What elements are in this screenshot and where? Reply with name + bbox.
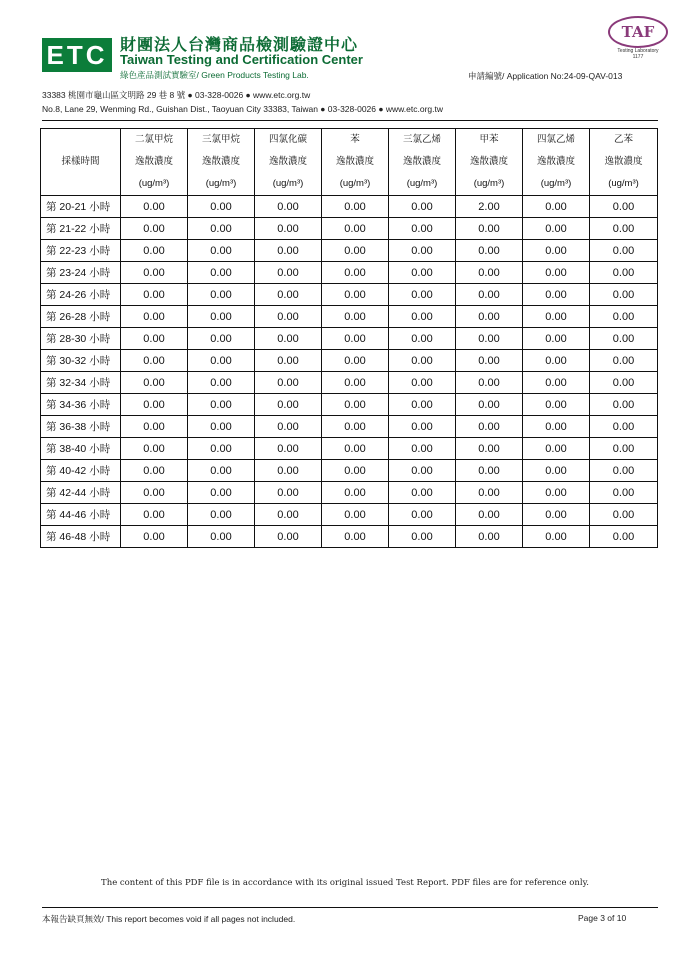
value-cell: 0.00: [188, 284, 255, 306]
value-cell: 0.00: [121, 416, 188, 438]
value-cell: 0.00: [322, 240, 389, 262]
value-cell: 0.00: [523, 284, 590, 306]
value-cell: 0.00: [188, 526, 255, 548]
value-cell: 0.00: [590, 284, 658, 306]
table-row: [41, 482, 658, 504]
table-row: [41, 218, 658, 240]
value-cell: 0.00: [523, 526, 590, 548]
value-cell: 0.00: [590, 372, 658, 394]
value-cell: 0.00: [121, 196, 188, 218]
value-cell: 0.00: [456, 328, 523, 350]
value-cell: 0.00: [188, 460, 255, 482]
row-time-cell: 第 21-22 小時: [41, 218, 121, 240]
header-line: (ug/m³): [339, 178, 371, 189]
value-cell: 0.00: [590, 196, 658, 218]
header-line: 逸散濃度: [201, 156, 240, 167]
value-cell: 0.00: [389, 218, 456, 240]
value-cell: 0.00: [523, 328, 590, 350]
value-cell: 0.00: [523, 218, 590, 240]
etc-logo: ETC: [42, 38, 112, 72]
taf-mark: TAF: [608, 16, 668, 48]
value-cell: 0.00: [188, 394, 255, 416]
column-header: [255, 129, 322, 196]
value-cell: 0.00: [389, 504, 456, 526]
table-row: [41, 416, 658, 438]
row-time-cell: 第 24-26 小時: [41, 284, 121, 306]
value-cell: 0.00: [456, 306, 523, 328]
header-line: 逸散濃度: [469, 156, 508, 167]
value-cell: 0.00: [456, 240, 523, 262]
value-cell: 0.00: [523, 306, 590, 328]
void-notice: 本報告缺頁無效/ This report becomes void if all pages not included.: [42, 914, 296, 924]
value-cell: 0.00: [255, 394, 322, 416]
header-line: 三氯乙烯: [402, 134, 441, 145]
value-cell: 0.00: [322, 328, 389, 350]
header-divider: [42, 120, 658, 121]
header-line: 逸散濃度: [134, 156, 173, 167]
value-cell: 0.00: [255, 218, 322, 240]
value-cell: 0.00: [121, 526, 188, 548]
row-time-cell: 第 44-46 小時: [41, 504, 121, 526]
table-row: [41, 328, 658, 350]
value-cell: 0.00: [255, 482, 322, 504]
value-cell: 0.00: [456, 482, 523, 504]
row-time-cell: 第 40-42 小時: [41, 460, 121, 482]
header-line: (ug/m³): [540, 178, 572, 189]
value-cell: 0.00: [590, 262, 658, 284]
value-cell: 0.00: [188, 372, 255, 394]
value-cell: 0.00: [255, 372, 322, 394]
page-number: Page 3 of 10: [578, 913, 627, 923]
lab-name: 綠色產品測試實驗室/ Green Products Testing Lab.: [120, 70, 309, 80]
value-cell: 0.00: [523, 504, 590, 526]
row-time-cell: 第 38-40 小時: [41, 438, 121, 460]
value-cell: 0.00: [188, 328, 255, 350]
header-line: (ug/m³): [608, 178, 639, 189]
table-row: [41, 306, 658, 328]
row-time-cell: 第 22-23 小時: [41, 240, 121, 262]
value-cell: 0.00: [188, 482, 255, 504]
value-cell: 0.00: [389, 328, 456, 350]
header-line: 逸散濃度: [604, 156, 643, 167]
value-cell: 0.00: [121, 460, 188, 482]
value-cell: 0.00: [389, 372, 456, 394]
column-header: [590, 129, 658, 196]
value-cell: 0.00: [188, 262, 255, 284]
value-cell: 0.00: [255, 196, 322, 218]
value-cell: 0.00: [590, 504, 658, 526]
header-line: 二氯甲烷: [134, 134, 173, 145]
table-row: [41, 196, 658, 218]
value-cell: 0.00: [523, 240, 590, 262]
value-cell: 0.00: [121, 240, 188, 262]
value-cell: 0.00: [255, 416, 322, 438]
value-cell: 0.00: [188, 504, 255, 526]
value-cell: 0.00: [188, 416, 255, 438]
table-header-row: [41, 129, 658, 196]
row-time-cell: 第 30-32 小時: [41, 350, 121, 372]
column-header-time: [41, 129, 121, 196]
value-cell: 0.00: [322, 306, 389, 328]
header-line: 四氯乙烯: [536, 134, 575, 145]
value-cell: 0.00: [456, 438, 523, 460]
table-row: [41, 504, 658, 526]
value-cell: 0.00: [188, 218, 255, 240]
value-cell: 0.00: [322, 460, 389, 482]
table-row: [41, 394, 658, 416]
value-cell: 0.00: [255, 284, 322, 306]
value-cell: 0.00: [322, 284, 389, 306]
value-cell: 0.00: [590, 306, 658, 328]
column-header: [523, 129, 590, 196]
value-cell: 0.00: [590, 218, 658, 240]
value-cell: 0.00: [389, 240, 456, 262]
value-cell: 0.00: [456, 372, 523, 394]
value-cell: 0.00: [456, 394, 523, 416]
value-cell: 0.00: [255, 262, 322, 284]
value-cell: 0.00: [322, 504, 389, 526]
value-cell: 0.00: [121, 306, 188, 328]
table-row: [41, 372, 658, 394]
value-cell: 0.00: [322, 482, 389, 504]
value-cell: 0.00: [456, 504, 523, 526]
value-cell: 0.00: [523, 394, 590, 416]
value-cell: 0.00: [121, 350, 188, 372]
value-cell: 0.00: [389, 394, 456, 416]
value-cell: 0.00: [389, 350, 456, 372]
value-cell: 0.00: [389, 526, 456, 548]
value-cell: 0.00: [255, 504, 322, 526]
value-cell: 0.00: [188, 438, 255, 460]
value-cell: 0.00: [389, 306, 456, 328]
value-cell: 0.00: [121, 482, 188, 504]
value-cell: 0.00: [523, 416, 590, 438]
value-cell: 0.00: [456, 218, 523, 240]
taf-subtitle: [608, 48, 668, 60]
value-cell: 0.00: [456, 284, 523, 306]
value-cell: 0.00: [322, 218, 389, 240]
value-cell: 0.00: [456, 350, 523, 372]
value-cell: 0.00: [188, 240, 255, 262]
value-cell: 0.00: [322, 196, 389, 218]
table-row: [41, 526, 658, 548]
value-cell: 0.00: [255, 306, 322, 328]
value-cell: 0.00: [523, 196, 590, 218]
value-cell: 0.00: [121, 284, 188, 306]
value-cell: 0.00: [389, 482, 456, 504]
value-cell: 0.00: [389, 196, 456, 218]
pdf-reference-note: The content of this PDF file is in accordance with its original issued Test Report. PDF files are for reference only.: [101, 878, 589, 888]
value-cell: 0.00: [523, 350, 590, 372]
header-line: (ug/m³): [138, 178, 170, 189]
value-cell: 0.00: [322, 350, 389, 372]
row-time-cell: 第 32-34 小時: [41, 372, 121, 394]
header-line: (ug/m³): [205, 178, 237, 189]
value-cell: 0.00: [456, 460, 523, 482]
value-cell: 0.00: [590, 328, 658, 350]
value-cell: 0.00: [255, 350, 322, 372]
value-cell: 0.00: [389, 438, 456, 460]
column-header: [456, 129, 523, 196]
column-header: [389, 129, 456, 196]
value-cell: 0.00: [456, 416, 523, 438]
header-line: 苯: [350, 134, 360, 145]
header-line: 三氯甲烷: [201, 134, 240, 145]
value-cell: 0.00: [188, 350, 255, 372]
value-cell: 0.00: [255, 328, 322, 350]
value-cell: 0.00: [389, 284, 456, 306]
org-name-english: Taiwan Testing and Certification Center: [120, 52, 363, 67]
value-cell: 0.00: [255, 526, 322, 548]
footer-divider: [42, 907, 658, 908]
org-name-chinese: 財團法人台灣商品檢測驗證中心: [120, 35, 359, 54]
row-time-cell: 第 26-28 小時: [41, 306, 121, 328]
value-cell: 0.00: [590, 438, 658, 460]
row-time-cell: 第 46-48 小時: [41, 526, 121, 548]
value-cell: 0.00: [590, 526, 658, 548]
value-cell: 0.00: [523, 372, 590, 394]
value-cell: 0.00: [456, 526, 523, 548]
header-line: 四氯化碳: [268, 134, 307, 145]
value-cell: 0.00: [389, 262, 456, 284]
table-row: [41, 262, 658, 284]
value-cell: 0.00: [322, 372, 389, 394]
table-row: [41, 284, 658, 306]
value-cell: 0.00: [523, 460, 590, 482]
value-cell: 0.00: [590, 350, 658, 372]
row-time-cell: 第 42-44 小時: [41, 482, 121, 504]
value-cell: 0.00: [389, 460, 456, 482]
value-cell: 2.00: [456, 196, 523, 218]
column-header: [322, 129, 389, 196]
value-cell: 0.00: [523, 262, 590, 284]
table-row: [41, 460, 658, 482]
table-body: [41, 196, 658, 548]
row-time-cell: 第 28-30 小時: [41, 328, 121, 350]
value-cell: 0.00: [255, 240, 322, 262]
table-row: [41, 240, 658, 262]
value-cell: 0.00: [121, 328, 188, 350]
value-cell: 0.00: [322, 394, 389, 416]
value-cell: 0.00: [322, 416, 389, 438]
column-header: [121, 129, 188, 196]
header-line: 逸散濃度: [268, 156, 307, 167]
row-time-cell: 第 20-21 小時: [41, 196, 121, 218]
value-cell: 0.00: [121, 394, 188, 416]
value-cell: 0.00: [121, 262, 188, 284]
header-line: (ug/m³): [272, 178, 304, 189]
taf-logo: [608, 16, 670, 60]
address-chinese: 33383 桃園市龜山區文明路 29 巷 8 號 ● 03-328-0026 ● www.etc.org.tw: [42, 90, 311, 100]
application-number: 申請編號/ Application No:24-09-QAV-013: [468, 71, 623, 81]
header-line: 逸散濃度: [536, 156, 575, 167]
header-line: 乙苯: [613, 134, 633, 145]
value-cell: 0.00: [255, 438, 322, 460]
value-cell: 0.00: [590, 416, 658, 438]
emission-table: [40, 128, 658, 548]
value-cell: 0.00: [188, 196, 255, 218]
value-cell: 0.00: [456, 262, 523, 284]
column-header: [188, 129, 255, 196]
value-cell: 0.00: [121, 372, 188, 394]
header-line: (ug/m³): [406, 178, 438, 189]
header-line: 逸散濃度: [402, 156, 441, 167]
header-line: (ug/m³): [473, 178, 505, 189]
value-cell: 0.00: [389, 416, 456, 438]
row-time-cell: 第 23-24 小時: [41, 262, 121, 284]
value-cell: 0.00: [121, 438, 188, 460]
value-cell: 0.00: [590, 482, 658, 504]
row-time-cell: 第 34-36 小時: [41, 394, 121, 416]
value-cell: 0.00: [590, 394, 658, 416]
address-english: No.8, Lane 29, Wenming Rd., Guishan Dist., Taoyuan City 33383, Taiwan ● 03-328-0026 ● www.etc.org.tw: [42, 104, 444, 114]
value-cell: 0.00: [523, 482, 590, 504]
header-line: 逸散濃度: [335, 156, 374, 167]
value-cell: 0.00: [121, 504, 188, 526]
value-cell: 0.00: [590, 240, 658, 262]
taf-number: 1177: [632, 54, 644, 60]
value-cell: 0.00: [188, 306, 255, 328]
taf-sub-text: Testing Laboratory: [617, 48, 659, 54]
value-cell: 0.00: [121, 218, 188, 240]
column-header-label: 採樣時間: [61, 156, 100, 167]
table-row: [41, 350, 658, 372]
row-time-cell: 第 36-38 小時: [41, 416, 121, 438]
value-cell: 0.00: [322, 526, 389, 548]
value-cell: 0.00: [523, 438, 590, 460]
value-cell: 0.00: [255, 460, 322, 482]
header-line: 甲苯: [479, 134, 499, 145]
value-cell: 0.00: [590, 460, 658, 482]
value-cell: 0.00: [322, 438, 389, 460]
table-row: [41, 438, 658, 460]
value-cell: 0.00: [322, 262, 389, 284]
